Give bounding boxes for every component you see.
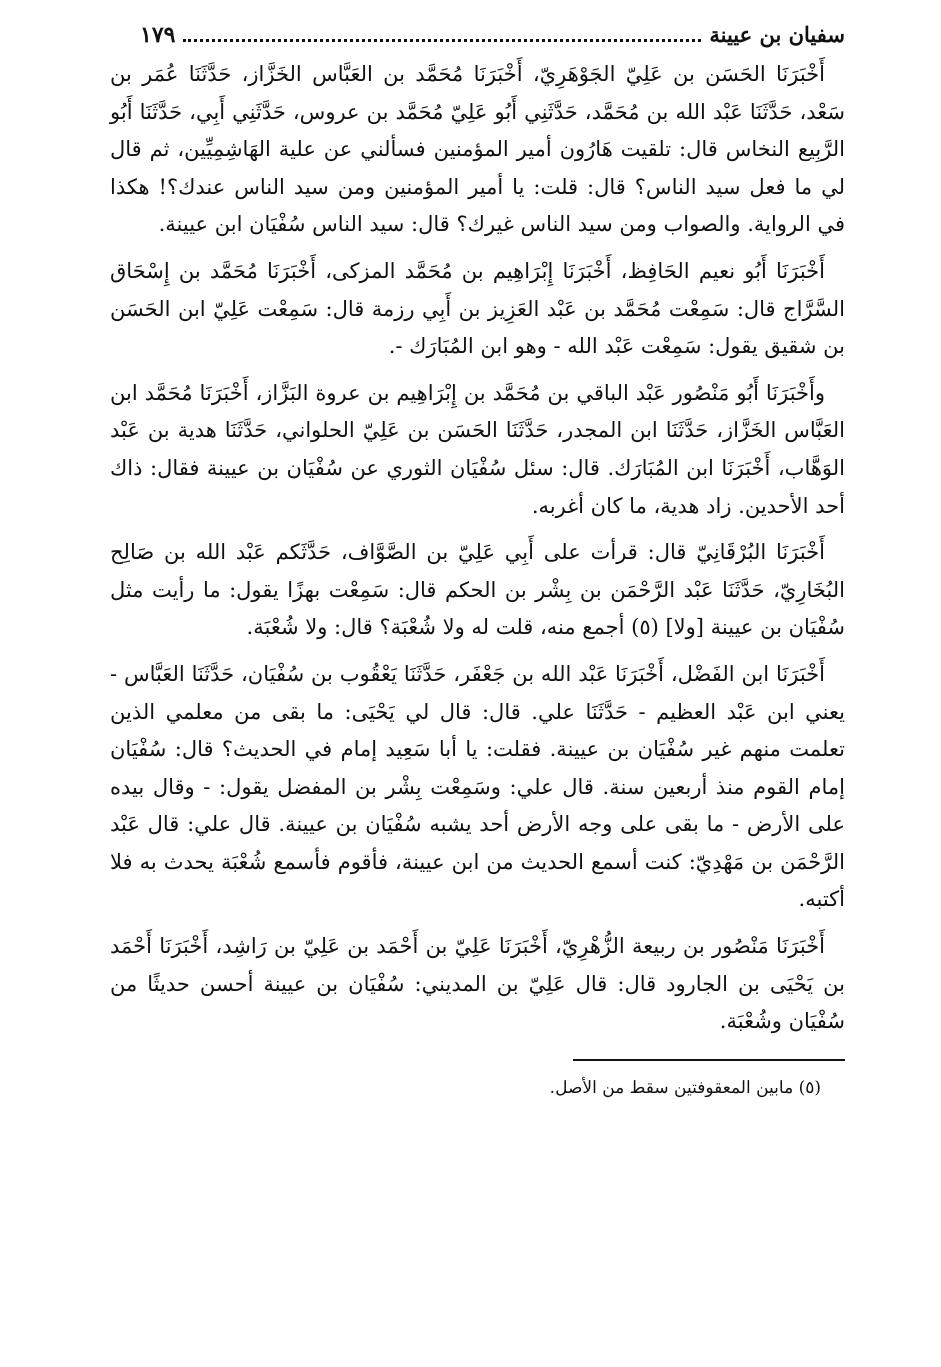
footnote: (٥) مابين المعقوفتين سقط من الأصل. <box>549 1077 821 1098</box>
chapter-title: سفيان بن عيينة <box>709 22 845 47</box>
paragraph: أَخْبَرَنَا أَبُو نعيم الحَافِظ، أَخْبَرَنَا إِبْرَاهِيم بن مُحَمَّد المزكى، أَخْبَرَنَا مُحَمَّد بن إِسْحَاق السَّرَّاج قال: سَمِعْت مُحَمَّد بن عَبْد العَزِيز بن أَبِي رزمة قال: سَمِعْت عَلِيّ ابن الحَسَن بن شقيق يقول: سَمِعْت عَبْد الله - وهو ابن المُبَارَك -. <box>110 258 845 359</box>
paragraph: أَخْبَرَنَا مَنْصُور بن ربيعة الزُّهْرِيّ، أَخْبَرَنَا عَلِيّ بن أَحْمَد بن عَلِيّ بن رَاشِد، أَخْبَرَنَا أَحْمَد بن يَحْيَى بن الجارود قال: قال عَلِيّ بن المديني: سُفْيَان بن عيينة أحسن حديثًا من سُفْيَان وشُعْبَة. <box>110 934 845 1034</box>
paragraph: وأَخْبَرَنَا أَبُو مَنْصُور عَبْد الباقي بن مُحَمَّد بن إِبْرَاهِيم بن عروة البَزَّاز، أَخْبَرَنَا مُحَمَّد ابن العَبَّاس الخَزَّاز، حَدَّثَنَا ابن المجدر، حَدَّثَنَا الحَسَن بن عَلِيّ الحلواني، حَدَّثَنَا هدية بن عَبْد الوَهَّاب، أَخْبَرَنَا ابن المُبَارَك. قال: سئل سُفْيَان الثوري عن سُفْيَان بن عيينة فقال: ذاك أحد الأحدين. زاد هدية، ما كان أغربه. <box>110 380 845 518</box>
leader-dots <box>183 38 701 42</box>
page-number: ١٧٩ <box>140 22 176 48</box>
main-text <box>110 56 845 1041</box>
footnote-separator <box>573 1059 845 1061</box>
paragraph: أَخْبَرَنَا ابن الفَضْل، أَخْبَرَنَا عَبْد الله بن جَعْفَر، حَدَّثَنَا يَعْقُوب بن سُفْيَان، حَدَّثَنَا العَبَّاس - يعني ابن عَبْد العظيم - حَدَّثَنَا علي. قال: قال لي يَحْيَى: ما بقى من معلمي الذين تعلمت منهم غير سُفْيَان بن عيينة. فقلت: يا أبا سَعِيد إمام في الحديث؟ قال: سُفْيَان إمام القوم منذ أربعين سنة. قال علي: وسَمِعْت بِشْر بن المفضل يقول: - وقال بيده على الأرض - ما بقى على وجه الأرض أحد يشبه سُفْيَان بن عيينة. قال علي: قال عَبْد الرَّحْمَن بن مَهْدِيّ: كنت أسمع الحديث من ابن عيينة، فأقوم فأسمع شُعْبَة يحدث به فلا أكتبه. <box>110 661 845 912</box>
paragraph: أَخْبَرَنَا الحَسَن بن عَلِيّ الجَوْهَرِيّ، أَخْبَرَنَا مُحَمَّد بن العَبَّاس الخَزَّاز، حَدَّثَنَا عُمَر بن سَعْد، حَدَّثَنَا عَبْد الله بن مُحَمَّد، حَدَّثَنِي أَبُو عَلِيّ مُحَمَّد بن عروس، حَدَّثَنِي أَبِي، حَدَّثَنَا أَبُو الرَّبِيع النخاس قال: تلقيت هَارُون أمير المؤمنين فسألني عن علية الهَاشِمِيِّين، ثم قال لي ما فعل سيد الناس؟ قال: قلت: يا أمير المؤمنين ومن سيد الناس عندك؟! هكذا في الرواية. والصواب ومن سيد الناس غيرك؟ قال: سيد الناس سُفْيَان ابن عيينة. <box>110 62 845 237</box>
running-header <box>110 22 845 56</box>
paragraph: أَخْبَرَنَا البُرْقَانِيّ قال: قرأت على أَبِي عَلِيّ بن الصَّوَّاف، حَدَّثَكم عَبْد الله بن صَالِح البُخَارِيّ، حَدَّثَنَا عَبْد الرَّحْمَن بن بِشْر بن الحكم قال: سَمِعْت بهزًا يقول: ما رأيت مثل سُفْيَان بن عيينة [ولا] (٥) أجمع منه، قلت له ولا شُعْبَة؟ قال: ولا شُعْبَة. <box>110 540 845 640</box>
